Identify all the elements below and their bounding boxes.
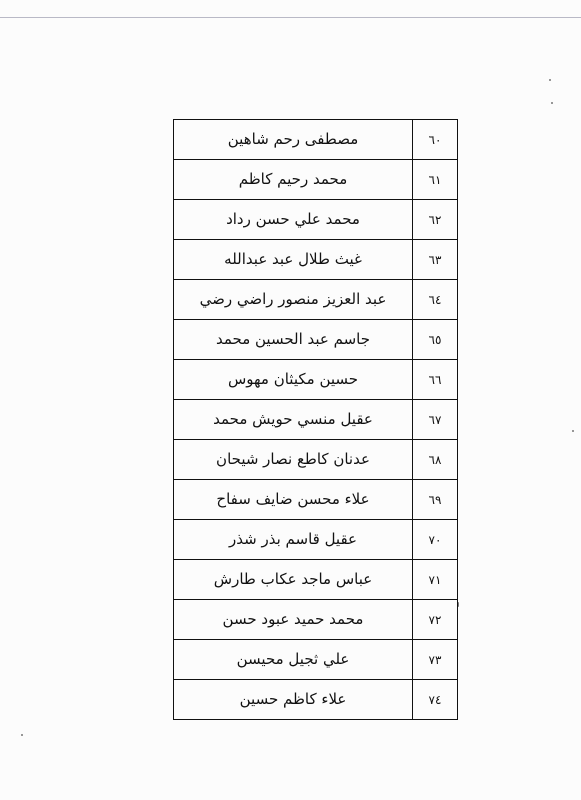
person-name <box>174 400 413 440</box>
scan-dot <box>21 734 23 736</box>
table-row <box>174 120 458 160</box>
table-row <box>174 360 458 400</box>
table-row <box>174 280 458 320</box>
scan-dot <box>572 430 574 432</box>
table-row <box>174 600 458 640</box>
person-name-text: مصطفى رحم شاهين <box>227 129 359 148</box>
person-name-text: عقيل منسي حويش محمد <box>213 409 373 428</box>
row-number: ٦٢ <box>413 200 458 240</box>
row-number: ٦٨ <box>413 440 458 480</box>
row-number: ٦٥ <box>413 320 458 360</box>
person-name <box>174 440 413 480</box>
row-number: ٦٧ <box>413 400 458 440</box>
row-number: ٧١ <box>413 560 458 600</box>
table-row <box>174 240 458 280</box>
row-number: ٦٣ <box>413 240 458 280</box>
person-name-text: محمد علي حسن رداد <box>226 209 360 228</box>
table-row <box>174 400 458 440</box>
person-name <box>174 600 413 640</box>
table-row <box>174 480 458 520</box>
row-number: ٦٦ <box>413 360 458 400</box>
row-number: ٦٤ <box>413 280 458 320</box>
person-name <box>174 680 413 720</box>
person-name-text: علاء محسن ضايف سفاح <box>216 489 370 508</box>
person-name-text: عباس ماجد عكاب طارش <box>213 569 373 588</box>
person-name-text: عقيل قاسم بذر شذر <box>229 529 357 548</box>
row-number: ٧٠ <box>413 520 458 560</box>
row-number: ٦١ <box>413 160 458 200</box>
table-row <box>174 320 458 360</box>
person-name <box>174 120 413 160</box>
person-name <box>174 640 413 680</box>
row-number: ٧٣ <box>413 640 458 680</box>
person-name <box>174 480 413 520</box>
scan-dot <box>551 102 553 104</box>
person-name-text: محمد حميد عبود حسن <box>222 609 364 628</box>
row-number: ٧٤ <box>413 680 458 720</box>
person-name-text: عبد العزيز منصور راضي رضي <box>199 289 387 308</box>
person-name-text: جاسم عبد الحسين محمد <box>215 329 371 348</box>
person-name-text: علاء كاظم حسين <box>239 689 347 708</box>
names-table <box>173 119 458 720</box>
table-row <box>174 680 458 720</box>
person-name-text: محمد رحيم كاظم <box>238 169 348 188</box>
row-number: ٦٩ <box>413 480 458 520</box>
row-number: ٧٢ <box>413 600 458 640</box>
table-row <box>174 200 458 240</box>
person-name <box>174 320 413 360</box>
row-number: ٦٠ <box>413 120 458 160</box>
person-name-text: غيث طلال عبد عبدالله <box>224 249 362 268</box>
page-top-line <box>0 17 581 18</box>
person-name <box>174 360 413 400</box>
person-name <box>174 240 413 280</box>
table-row <box>174 160 458 200</box>
table-row <box>174 560 458 600</box>
person-name-text: عدنان كاطع نصار شيحان <box>216 449 370 468</box>
person-name-text: علي ثجيل محيسن <box>236 649 350 668</box>
person-name <box>174 560 413 600</box>
person-name <box>174 280 413 320</box>
person-name <box>174 160 413 200</box>
table-row <box>174 640 458 680</box>
person-name-text: حسين مكيثان مهوس <box>227 369 359 388</box>
table-row <box>174 520 458 560</box>
person-name <box>174 200 413 240</box>
person-name <box>174 520 413 560</box>
table-row <box>174 440 458 480</box>
scan-dot <box>549 79 551 81</box>
